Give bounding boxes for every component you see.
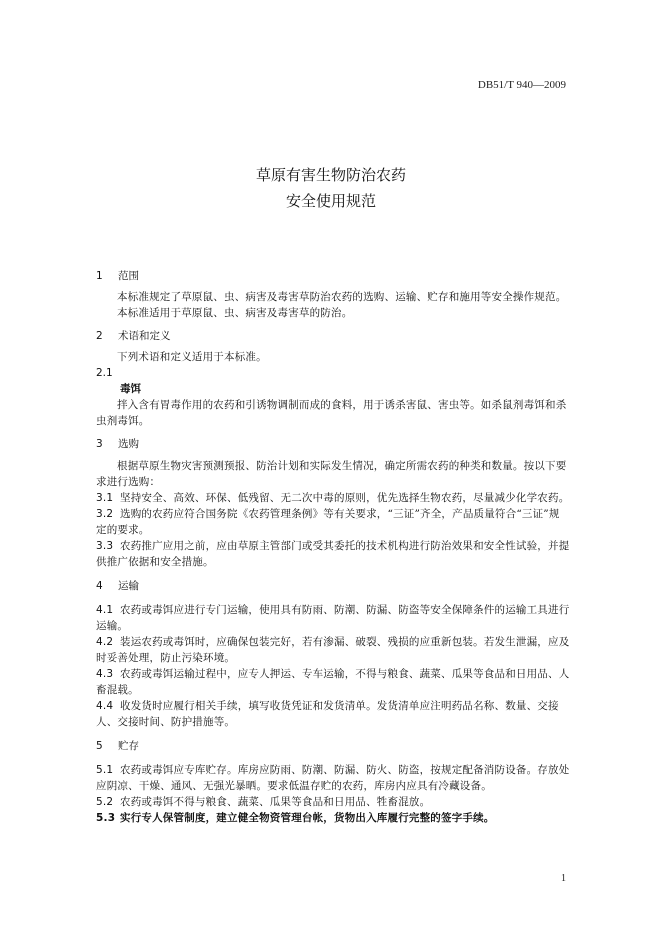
item-number: 4.1 xyxy=(96,604,114,616)
item-text: 坚持安全、高效、环保、低残留、无二次中毒的原则，优先选择生物农药，尽量减少化学农药。 xyxy=(120,492,570,504)
paragraph: 本标准适用于草原鼠、虫、病害及毒害草的防治。 xyxy=(117,307,353,319)
section-purchase xyxy=(96,436,570,570)
document-title-line2: 安全使用规范 xyxy=(285,192,376,210)
item-text: 农药或毒饵不得与粮食、蔬菜、瓜果等食品和日用品、牲畜混放。 xyxy=(120,796,431,808)
list-item xyxy=(96,506,570,538)
item-text: 农药或毒饵应专库贮存。库房应防雨、防潮、防漏、防火、防盗，按规定配备消防设备。存放处应阴凉、干燥、通风、无强光暴晒。要求低温存贮的农药，库房内应具有冷藏设备。 xyxy=(96,764,570,792)
item-number: 4.3 xyxy=(96,668,114,680)
page-number: 1 xyxy=(561,873,566,884)
section-transport xyxy=(96,578,570,730)
list-item xyxy=(96,634,570,666)
document-body xyxy=(96,268,570,826)
section-number: 2 xyxy=(96,330,103,342)
section-title: 选购 xyxy=(118,438,139,450)
item-text: 选购的农药应符合国务院《农药管理条例》等有关要求，“三证”齐全，产品质量符合“三证”规定的要求。 xyxy=(96,508,560,536)
list-item xyxy=(96,810,570,826)
item-number: 3.3 xyxy=(96,540,114,552)
list-item xyxy=(96,794,570,810)
item-text: 农药或毒饵应进行专门运输，使用具有防雨、防潮、防漏、防盗等安全保障条件的运输工具进行运输。 xyxy=(96,604,570,632)
section-title: 运输 xyxy=(118,580,139,592)
item-number: 5.3 xyxy=(96,812,116,824)
section-heading xyxy=(96,578,570,594)
section-number: 1 xyxy=(96,270,103,282)
section-number: 3 xyxy=(96,438,103,450)
section-heading xyxy=(96,436,570,452)
section-heading xyxy=(96,268,570,284)
section-terms xyxy=(96,328,570,429)
term-definition: 拌入含有胃毒作用的农药和引诱物调制而成的食料，用于诱杀害鼠、害虫等。如杀鼠剂毒饵和杀虫剂毒饵。 xyxy=(96,399,567,427)
list-item xyxy=(96,698,570,730)
section-storage xyxy=(96,738,570,826)
item-number: 5.2 xyxy=(96,796,114,808)
item-number: 5.1 xyxy=(96,764,114,776)
list-item xyxy=(96,538,570,570)
term-name: 毒饵 xyxy=(120,383,141,395)
list-item xyxy=(96,490,570,506)
section-number: 4 xyxy=(96,580,103,592)
paragraph: 本标准规定了草原鼠、虫、病害及毒害草防治农药的选购、运输、贮存和施用等安全操作规范。 xyxy=(117,291,567,303)
section-scope xyxy=(96,268,570,321)
item-number: 3.1 xyxy=(96,492,114,504)
section-title: 贮存 xyxy=(118,740,139,752)
term-number: 2.1 xyxy=(96,367,113,379)
item-number: 3.2 xyxy=(96,508,114,520)
item-number: 4.2 xyxy=(96,636,114,648)
paragraph: 下列术语和定义适用于本标准。 xyxy=(117,351,267,363)
item-text: 装运农药或毒饵时，应确保包装完好，若有渗漏、破裂、残损的应重新包装。若发生泄漏，应及时妥善处理，防止污染环境。 xyxy=(96,636,570,664)
item-number: 4.4 xyxy=(96,700,114,712)
section-title: 范围 xyxy=(118,270,139,282)
section-heading xyxy=(96,328,570,344)
document-title-line1: 草原有害生物防治农药 xyxy=(255,166,406,184)
list-item xyxy=(96,602,570,634)
item-text: 农药或毒饵运输过程中，应专人押运、专车运输，不得与粮食、蔬菜、瓜果等食品和日用品、人畜混载。 xyxy=(96,668,570,696)
section-heading xyxy=(96,738,570,754)
section-title: 术语和定义 xyxy=(118,330,171,342)
list-item xyxy=(96,762,570,794)
item-text: 实行专人保管制度，建立健全物资管理台帐，货物出入库履行完整的签字手续。 xyxy=(120,812,495,824)
item-text: 农药推广应用之前，应由草原主管部门或受其委托的技术机构进行防治效果和安全性试验，并提供推广依据和安全措施。 xyxy=(96,540,570,568)
list-item xyxy=(96,666,570,698)
item-text: 收发货时应履行相关手续，填写收货凭证和发货清单。发货清单应注明药品名称、数量、交接人、交接时间、防护措施等。 xyxy=(96,700,559,728)
document-code: DB51/T 940—2009 xyxy=(477,79,566,91)
paragraph: 根据草原生物灾害预测预报、防治计划和实际发生情况，确定所需农药的种类和数量。按以下要求进行选购： xyxy=(96,460,567,488)
section-number: 5 xyxy=(96,740,103,752)
